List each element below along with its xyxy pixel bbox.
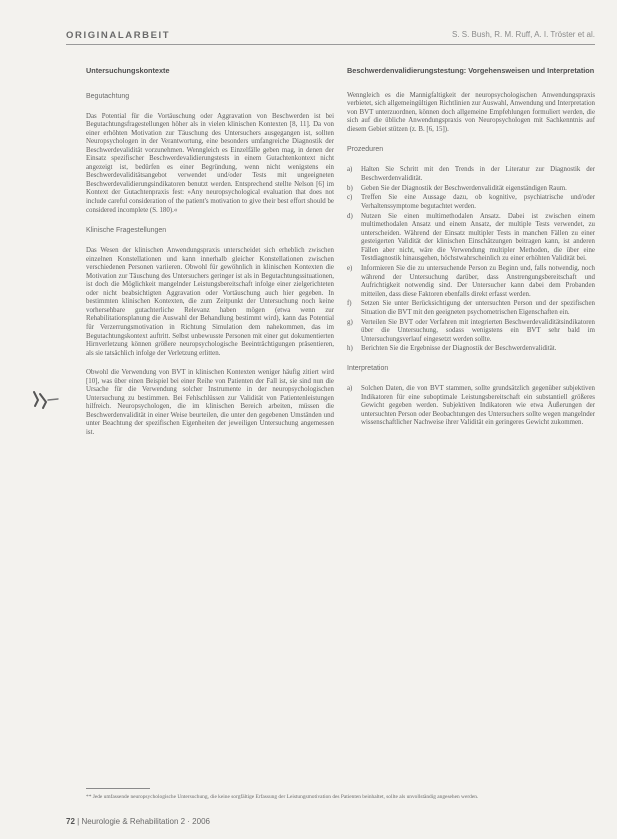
paragraph-begutachtung: Das Potential für die Vortäuschung oder Aggravation von Beschwerden ist bei Begutachtungsfragestellungen höher als in vielen klinischen Kontexten [8, 11]. Da von einer erhöhten Motivation zur Täuschung des Untersuchers ausgegangen ist, sollten Neuropsychologen in der Verantwortung, eine besonders umfangreiche Diagnostik der Beschwerdevalidität vorzunehmen. Wenngleich es Einzelfälle geben mag, in denen der Einsatz spezifischer Beschwerdevalidierungstests in einem Gutachtenkontext nicht angezeigt ist, bedürfen es einer Begründung, wenn nicht wenigstens ein Beschwerdevaliditätsangebot verwendet und/oder Tests mit ungeeigneten Beschwerdevalidierungsindikatoren benutzt werden. Entsprechend stellte Nelson [6] im Kontext der Gutachtenpraxis fest: »Any neuropsychological evaluation that does not include careful consideration of the patient's motivation to give their best effort should be considered incomplete (S. 180).« bbox=[86, 112, 334, 214]
margin-pen-mark-icon bbox=[28, 388, 66, 414]
paragraph-intro: Wenngleich es die Mannigfaltigkeit der neuropsychologischen Anwendungspraxis verbietet, sich allgemeingültigen Richtlinien zur Auswahl, Anwendung und Interpretation von BVT unterzuordnen, können doch allgemeine Empfehlungen formuliert werden, die sich auf die übliche Anwendungspraxis von Neuropsychologen mit Sachkenntnis auf diesem Gebiet stützen (z. B. [6, 15]). bbox=[347, 91, 595, 133]
left-column bbox=[86, 66, 334, 449]
subheading-begutachtung: Begutachtung bbox=[86, 92, 130, 100]
list-item: a) Solchen Daten, die von BVT stammen, sollte grundsätzlich gegenüber subjektiven Indikatoren für eine suboptimale Leistungsbereitschaft ein substantiell größeres Gewicht gegeben werden. Subjektiven Indikatoren wie etwa Äußerungen der untersuchten Person oder Beobachtungen des Untersuchers sollte wegen mangelnder wissenschaftlicher Nachweise ihrer Validität ein geringeres Gewicht zukommen. bbox=[347, 385, 595, 427]
header-rule bbox=[66, 44, 595, 45]
journal-name: | Neurologie & Rehabilitation 2 · 2006 bbox=[77, 817, 210, 826]
interpretation-list bbox=[347, 385, 595, 428]
list-item: a) Halten Sie Schritt mit den Trends in der Literatur zur Diagnostik der Beschwerdenvalidität. bbox=[347, 166, 595, 182]
list-item: c) Treffen Sie eine Aussage dazu, ob kognitive, psychiatrische und/oder Verhaltenssymptome begutachtet werden. bbox=[347, 194, 595, 210]
paragraph-klinische-1: Das Wesen der klinischen Anwendungspraxis unterscheidet sich erheblich zwischen einzelnen Konstellationen und kann innerhalb gleicher Konstellationen zwischen verschiedenen Personen variieren. Obwohl für gewöhnlich in klinischen Kontexten die Motivation zur Täuschung des Untersuchers geringer ist als in Begutachtungssituationen, ist doch die Möglichkeit mangelnder Leistungsbereitschaft infolge einer zielgerichteten oder nicht beabsichtigten Aggravation oder Vortäuschung auch hier gegeben. In bestimmten klinischen Kontexten, die zum Zeitpunkt der Untersuchung noch keine vorhersehbare gutachterliche Relevanz haben mögen (etwa wenn zur Rehabilitationsplanung die Auswahl der Behandlung bestimmt wird), kann das Potential für Verzerrungsmotivation in Richtung Simulation dem nahekommen, das im Begutachtungskontext auftritt. Selbst unbewusste Personen mit einer gut dokumentierten Hirnverletzung können größere neuropsychologische Beeinträchtigungen präsentieren, als sie tatsächlich infolge der Verletzung erlitten. bbox=[86, 247, 334, 357]
section-heading-procedures: Beschwerdenvalidierungstestung: Vorgehensweisen und Interpretation bbox=[347, 66, 595, 75]
subheading-prozeduren: Prozeduren bbox=[347, 146, 384, 154]
footnote-rule bbox=[86, 788, 150, 789]
section-heading-context: Untersuchungskontexte bbox=[86, 66, 170, 75]
list-item: f) Setzen Sie unter Berücksichtigung der untersuchten Person und der spezifischen Situation die BVT mit den geeigneten psychometrischen Eigenschaften ein. bbox=[347, 300, 595, 316]
subheading-interpretation: Interpretation bbox=[347, 365, 389, 373]
right-column bbox=[347, 66, 595, 438]
list-item: e) Informieren Sie die zu untersuchende Person zu Beginn und, falls notwendig, noch während der Untersuchung darüber, dass Anstrengungsbereitschaft und Aufrichtigkeit notwendig sind. Der Untersucher kann dabei dem Probanden mitteilen, dass diese Faktoren ebenfalls direkt erfasst werden. bbox=[347, 265, 595, 298]
section-label: ORIGINALARBEIT bbox=[66, 30, 171, 41]
page-number: 72 bbox=[66, 817, 75, 826]
footnote: ** Jede umfassende neuropsychologische Untersuchung, die keine sorgfältige Erfassung der Leistungsmotivation des Patienten beinhaltet, sollte als unvollständig angesehen werden. bbox=[86, 794, 479, 800]
paragraph-klinische-2: Obwohl die Verwendung von BVT in klinischen Kontexten weniger häufig zitiert wird [10], was über einen Beispiel bei einer Reihe von Patienten der Fall ist, sie sind nun die Ursache für die Verwendung solcher Instrumente in der neuropsychologischen Untersuchung zu bestimmen. Bei Fehlschlüssen zur Validität von Patientenleistungen hilfreich. Neuropsychologen, die im klinischen Bereich arbeiten, müssen die Beschwerdenvalidität in einer Weise beurteilen, die unter den gegebenen Umständen und unter Beachtung der spezifischen Eigenheiten der jeweiligen Untersuchung angemessen ist. bbox=[86, 369, 334, 436]
list-item: h) Berichten Sie die Ergebnisse der Diagnostik der Beschwerdenvalidität. bbox=[347, 345, 557, 353]
subheading-klinische: Klinische Fragestellungen bbox=[86, 227, 167, 235]
procedures-list bbox=[347, 166, 595, 354]
list-item: b) Geben Sie der Diagnostik der Beschwerdenvalidität eigenständigen Raum. bbox=[347, 184, 567, 192]
list-item: g) Verteilen Sie BVT oder Verfahren mit integrierten Beschwerdevaliditätsindikatoren über die Untersuchung, sodass wenigstens ein BVT sehr bald im Untersuchungsverlauf eingesetzt werden sollte. bbox=[347, 318, 595, 343]
running-authors: S. S. Bush, R. M. Ruff, A. I. Tröster et al. bbox=[451, 30, 595, 39]
list-item: d) Nutzen Sie einen multimethodalen Ansatz. Dabei ist zwischen einem multimethodalen Ansatz und einem Ansatz, der multiple Tests verwendet, zu unterscheiden. Während der Einsatz multipler Tests in manchen Fällen zu einer gesteigerten Validität der klinischen Einschätzungen beitragen kann, ist anderen Fällen aber nicht, wäre die Verwendung multipler Methoden, die über eine Testdiagnostik hinausgehen, höchstwahrscheinlich zu einer erhöhten Validität bei. bbox=[347, 212, 595, 263]
page-footer bbox=[66, 817, 210, 826]
